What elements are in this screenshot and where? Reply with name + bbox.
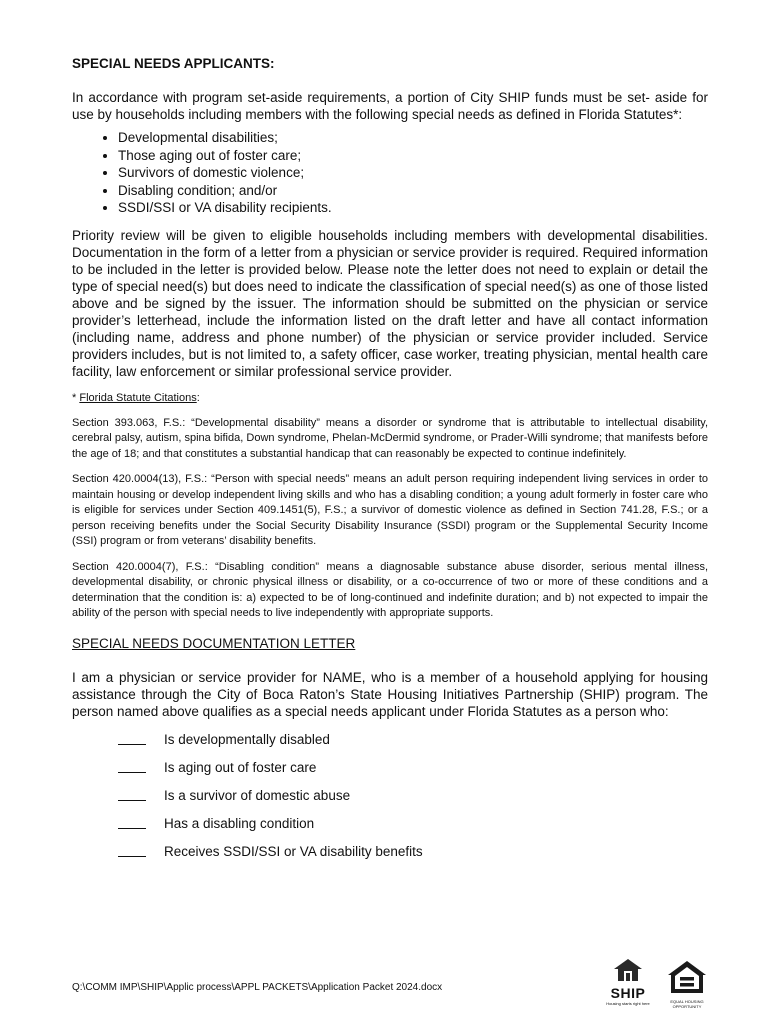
checklist-item [72, 816, 708, 844]
citations-suffix: : [196, 391, 200, 404]
checklist-label: Is a survivor of domestic abuse [164, 787, 351, 803]
list-item: • Those aging out of foster care; [118, 147, 708, 165]
checkbox-blank[interactable] [118, 732, 146, 745]
list-item: • Survivors of domestic violence; [118, 164, 708, 182]
ship-logo-text: SHIP [610, 985, 646, 1001]
qualification-checklist [72, 732, 708, 872]
priority-paragraph: Priority review will be given to eligible households including members with developmental disabilities. Documentation in the form of a letter from a physician or service provider is required. Required information to be included in the letter is provided below. Please note the letter does not need to explain or detail the type of special need(s) but does need to indicate the classification of special need(s) as one of those listed above and be signed by the issuer. The information should be submitted on the physician or service provider’s letterhead, include the information listed on the draft letter and have all contact information (including name, address and phone number) of the physician or service provider included. Service providers includes, but is not limited to, a safety officer, case worker, treating physician, mental health care facility, law enforcement or similar professional service provider. [72, 227, 708, 379]
list-item: • SSDI/SSI or VA disability recipients. [118, 199, 708, 217]
checklist-item [72, 788, 708, 816]
citations-heading [72, 392, 708, 404]
checklist-label: Has a disabling condition [164, 815, 315, 831]
equal-housing-icon [667, 960, 707, 994]
intro-paragraph: In accordance with program set-aside requirements, a portion of City SHIP funds must be set- aside for use by households including members with the following special needs as defined in Florida Statutes*: [72, 90, 708, 122]
ship-logo-tagline: Housing starts right here [606, 1001, 650, 1006]
checklist-label: Is aging out of foster care [164, 759, 317, 775]
citations-title: Florida Statute Citations [79, 391, 197, 404]
checkbox-blank[interactable] [118, 760, 146, 773]
checklist-item [72, 732, 708, 760]
equal-housing-text: EQUAL HOUSING OPPORTUNITY [670, 999, 704, 1009]
ship-house-icon [613, 958, 643, 982]
citation-420-0004-7: Section 420.0004(7), F.S.: “Disabling condition” means a diagnosable substance abuse disorder, serious mental illness, developmental disability, or chronic physical illness or disability, or a co-occurrence of two or more of these conditions and a determination that the condition is: a) expected to be of long-continued and indefinite duration; and b) not expected to impair the ability of the person with special needs to live independently with appropriate supports. [72, 560, 708, 619]
checklist-label: Is developmentally disabled [164, 731, 330, 747]
citation-393-063: Section 393.063, F.S.: “Developmental disability” means a disorder or syndrome that is attributable to intellectual disability, cerebral palsy, autism, spina bifida, Down syndrome, Phelan-McDermid syndrome, or Prader-Willi syndrome; that manifests before the age of 18; and that constitutes a substantial handicap that can reasonably be expected to continue indefinitely. [72, 416, 708, 460]
checklist-label: Receives SSDI/SSI or VA disability benefits [164, 843, 423, 859]
citations-prefix: * [72, 391, 80, 404]
checkbox-blank[interactable] [118, 816, 146, 829]
special-needs-list [72, 129, 708, 217]
documentation-letter-title: SPECIAL NEEDS DOCUMENTATION LETTER [72, 635, 356, 651]
checkbox-blank[interactable] [118, 788, 146, 801]
document-page [72, 56, 708, 872]
list-item: • Disabling condition; and/or [118, 182, 708, 200]
special-needs-heading: SPECIAL NEEDS APPLICANTS: [72, 56, 275, 71]
letter-paragraph: I am a physician or service provider for NAME, who is a member of a household applying for housing assistance through the City of Boca Raton’s State Housing Initiatives Partnership (SHIP) program. The person named above qualifies as a special needs applicant under Florida Statutes as a person who: [72, 669, 708, 719]
checkbox-blank[interactable] [118, 844, 146, 857]
checklist-item [72, 844, 708, 872]
footer-file-path: Q:\COMM IMP\SHIP\Applic process\APPL PACKETS\Application Packet 2024.docx [72, 982, 443, 993]
equal-housing-logo [666, 960, 708, 1009]
list-item: • Developmental disabilities; [118, 129, 708, 147]
ship-logo [606, 958, 650, 1006]
citation-420-0004-13: Section 420.0004(13), F.S.: “Person with special needs” means an adult person requiring independent living services in order to maintain housing or develop independent living skills and who has a disabling condition; a young adult formerly in foster care who is eligible for services under Section 409.1451(5), F.S.; a survivor of domestic violence as defined in Section 741.28, F.S.; or a person receiving benefits under the Social Security Disability Insurance (SSDI) program or the Supplemental Security Income (SSI) program or from veterans’ disability benefits. [72, 473, 708, 547]
checklist-item [72, 760, 708, 788]
